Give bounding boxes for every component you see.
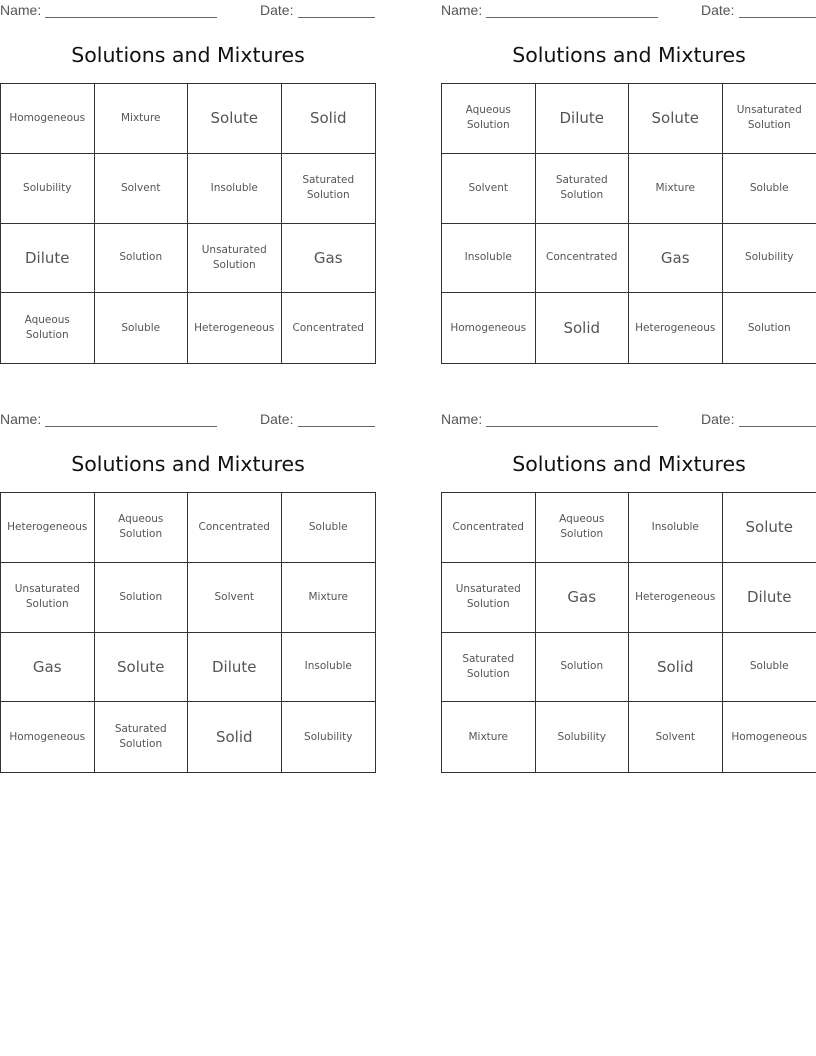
bingo-cell[interactable]: Unsaturated Solution xyxy=(188,224,282,294)
bingo-grid xyxy=(0,83,376,364)
bingo-cell[interactable]: Solubility xyxy=(304,730,353,743)
bingo-cell[interactable]: Concentrated xyxy=(292,321,364,334)
bingo-cell[interactable]: Concentrated xyxy=(188,493,282,563)
name-blank[interactable] xyxy=(45,17,217,18)
bingo-grid xyxy=(0,492,376,773)
bingo-cell[interactable]: Solvent xyxy=(188,563,282,633)
name-label: Name: xyxy=(441,411,483,427)
card-title: Solutions and Mixtures xyxy=(71,452,305,476)
bingo-cell[interactable]: Heterogeneous xyxy=(629,563,723,633)
name-date-row xyxy=(0,0,376,22)
bingo-cell[interactable]: Soluble xyxy=(723,154,816,224)
bingo-cell[interactable]: Homogeneous xyxy=(1,84,95,154)
bingo-cell[interactable]: Gas xyxy=(629,224,723,294)
name-blank[interactable] xyxy=(45,426,217,427)
bingo-cell[interactable]: Solute xyxy=(95,633,189,703)
date-label: Date: xyxy=(701,2,735,18)
name-blank[interactable] xyxy=(486,426,658,427)
bingo-cell[interactable]: Heterogeneous xyxy=(1,493,95,563)
name-label: Name: xyxy=(0,2,42,18)
bingo-cell[interactable]: Solvent xyxy=(629,702,723,772)
bingo-cell[interactable]: Homogeneous xyxy=(442,293,536,363)
bingo-cell[interactable]: Solid xyxy=(629,633,723,703)
bingo-cell[interactable]: Insoluble xyxy=(282,633,376,703)
bingo-cell[interactable]: Unsaturated Solution xyxy=(442,563,536,633)
bingo-cell[interactable]: Soluble xyxy=(723,633,816,703)
name-date-row xyxy=(441,0,816,22)
date-label: Date: xyxy=(701,411,735,427)
name-date-row xyxy=(441,409,816,431)
bingo-cell[interactable]: Solution xyxy=(536,633,630,703)
name-blank[interactable] xyxy=(486,17,658,18)
bingo-cell[interactable]: Soluble xyxy=(282,493,376,563)
bingo-cell[interactable]: Dilute xyxy=(1,224,95,294)
date-blank[interactable] xyxy=(298,17,375,18)
bingo-cell[interactable]: Dilute xyxy=(536,84,630,154)
bingo-cell[interactable]: Mixture xyxy=(629,154,723,224)
bingo-cell[interactable]: Heterogeneous xyxy=(188,293,282,363)
date-blank[interactable] xyxy=(739,17,816,18)
name-label: Name: xyxy=(0,411,42,427)
bingo-cell[interactable]: Solute xyxy=(629,84,723,154)
bingo-cell[interactable]: Gas xyxy=(536,563,630,633)
bingo-grid xyxy=(441,492,816,773)
name-date-row xyxy=(0,409,376,431)
bingo-cell[interactable]: Solubility xyxy=(1,154,95,224)
bingo-cell[interactable]: Solvent xyxy=(442,154,536,224)
name-label: Name: xyxy=(441,2,483,18)
bingo-cell[interactable]: Insoluble xyxy=(188,154,282,224)
bingo-cell[interactable]: Aqueous Solution xyxy=(536,493,630,563)
bingo-cell[interactable]: Aqueous Solution xyxy=(95,493,189,563)
bingo-cell[interactable]: Solvent xyxy=(95,154,189,224)
bingo-cell[interactable]: Solid xyxy=(188,702,282,772)
bingo-grid xyxy=(441,83,816,364)
bingo-cell[interactable]: Gas xyxy=(1,633,95,703)
bingo-cell[interactable]: Solid xyxy=(536,293,630,363)
bingo-cell[interactable]: Solute xyxy=(723,493,816,563)
bingo-cell[interactable]: Dilute xyxy=(188,633,282,703)
bingo-cell[interactable]: Solution xyxy=(747,321,791,334)
bingo-cell[interactable]: Homogeneous xyxy=(731,730,808,743)
date-label: Date: xyxy=(260,2,294,18)
bingo-cell[interactable]: Solubility xyxy=(723,224,816,294)
bingo-cell[interactable]: Aqueous Solution xyxy=(1,293,95,363)
card-title: Solutions and Mixtures xyxy=(71,43,305,67)
bingo-cell[interactable]: Gas xyxy=(282,224,376,294)
card-title: Solutions and Mixtures xyxy=(512,43,746,67)
date-label: Date: xyxy=(260,411,294,427)
bingo-cell[interactable]: Insoluble xyxy=(629,493,723,563)
bingo-cell[interactable]: Solubility xyxy=(536,702,630,772)
card-title: Solutions and Mixtures xyxy=(512,452,746,476)
bingo-cell[interactable]: Saturated Solution xyxy=(282,154,376,224)
bingo-cell[interactable]: Unsaturated Solution xyxy=(1,563,95,633)
bingo-cell[interactable]: Concentrated xyxy=(442,493,536,563)
bingo-cell[interactable]: Concentrated xyxy=(536,224,630,294)
bingo-cell[interactable]: Saturated Solution xyxy=(536,154,630,224)
bingo-cell[interactable]: Soluble xyxy=(95,293,189,363)
bingo-cell[interactable]: Solute xyxy=(188,84,282,154)
bingo-cell[interactable]: Solution xyxy=(95,563,189,633)
bingo-cell[interactable]: Mixture xyxy=(95,84,189,154)
bingo-cell[interactable]: Mixture xyxy=(282,563,376,633)
date-blank[interactable] xyxy=(739,426,816,427)
bingo-cell[interactable]: Solid xyxy=(282,84,376,154)
bingo-cell[interactable]: Dilute xyxy=(723,563,816,633)
bingo-cell[interactable]: Homogeneous xyxy=(1,702,95,772)
bingo-cell[interactable]: Saturated Solution xyxy=(442,633,536,703)
bingo-cell[interactable]: Mixture xyxy=(442,702,536,772)
bingo-cell[interactable]: Solution xyxy=(95,224,189,294)
bingo-cell[interactable]: Aqueous Solution xyxy=(442,84,536,154)
bingo-cell[interactable]: Unsaturated Solution xyxy=(723,84,816,154)
bingo-cell[interactable]: Insoluble xyxy=(442,224,536,294)
bingo-cell[interactable]: Saturated Solution xyxy=(95,702,189,772)
bingo-cell[interactable]: Heterogeneous xyxy=(629,293,723,363)
date-blank[interactable] xyxy=(298,426,375,427)
